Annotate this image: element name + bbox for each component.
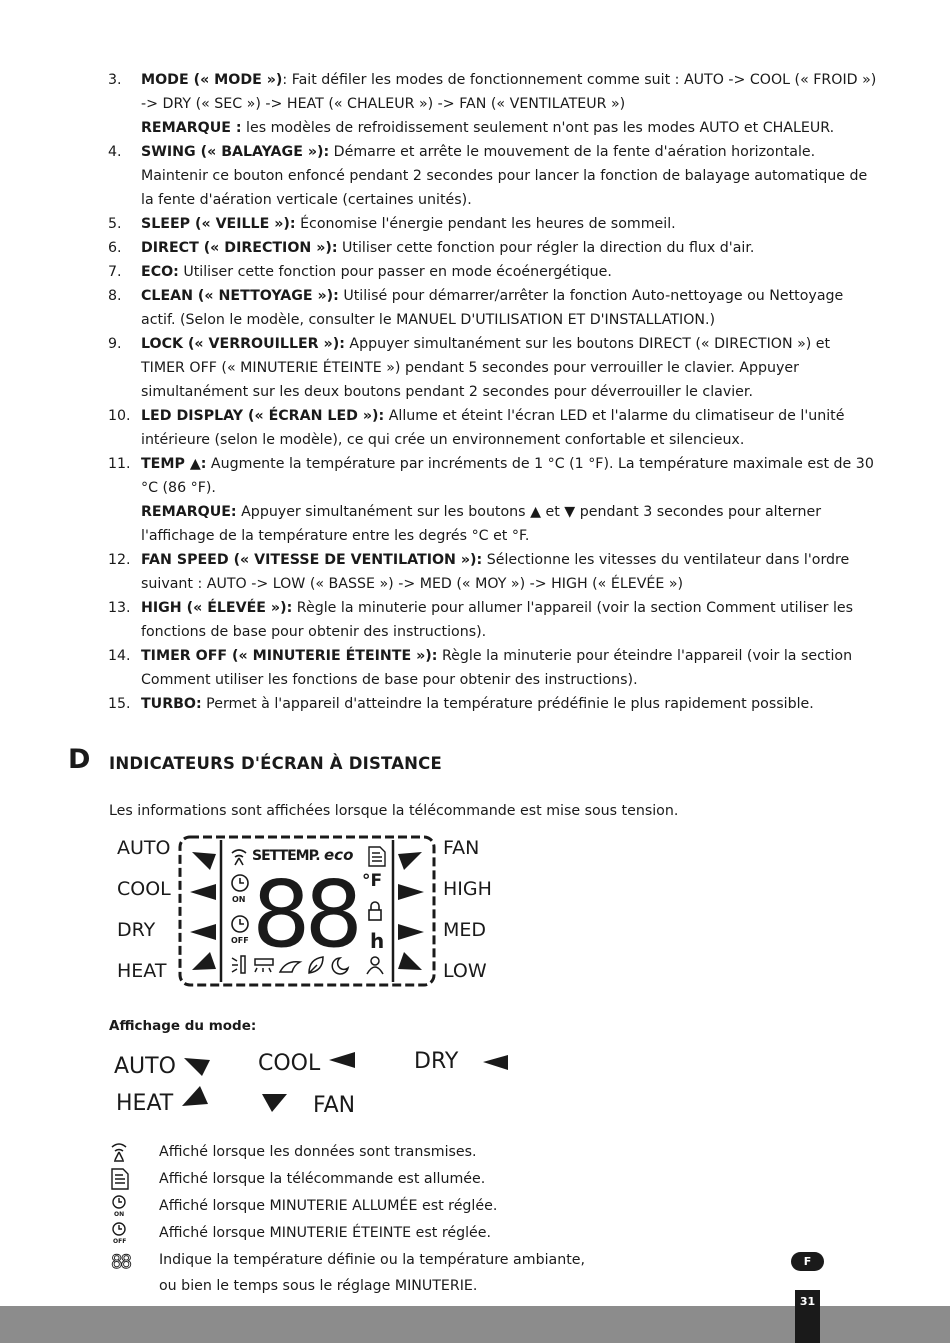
timer-off-icon (232, 916, 248, 932)
legend-row (108, 1219, 628, 1246)
legend-text: Affiché lorsque la télécommande est allumée. (159, 1170, 486, 1187)
timer-off-icon (108, 1221, 159, 1245)
mode-arrow-fan (262, 1094, 287, 1112)
list-item (108, 284, 878, 332)
item-note: Appuyer simultanément sur les boutons ▲ et ▼ pendant 3 secondes pour alterner l'affichage de la température entre les degrés °C et °F. (141, 504, 822, 544)
lcd-arrow-fan (398, 852, 422, 870)
page-number: 31 (795, 1290, 820, 1343)
list-item (108, 404, 878, 452)
lcd-speed-med: MED (443, 919, 487, 941)
remote-on-icon (369, 847, 385, 866)
mode-label-heat: HEAT (116, 1091, 174, 1116)
lcd-hour-label: h (370, 929, 385, 953)
timer-on-icon (108, 1194, 159, 1218)
legend-text: Affiché lorsque MINUTERIE ÉTEINTE est réglée. (159, 1224, 491, 1241)
item-note: les modèles de refroidissement seulement n'ont pas les modes AUTO et CHALEUR. (241, 120, 835, 136)
list-item (108, 644, 878, 692)
lock-icon (369, 902, 381, 920)
lcd-speed-low: LOW (443, 960, 487, 982)
item-note-label: REMARQUE : (141, 120, 242, 136)
lcd-arrow-dry (190, 924, 216, 940)
section-title: INDICATEURS D'ÉCRAN À DISTANCE (109, 754, 442, 773)
mode-arrow-cool (329, 1052, 355, 1068)
item-text: : Fait défiler les modes de fonctionnement comme suit : AUTO -> COOL (« FROID ») -> DRY (« SEC ») -> HEAT (« CHALEUR ») -> FAN (« VENTILATEUR ») (141, 72, 877, 112)
item-text: Démarre et arrête le mouvement de la fente d'aération horizontale. Maintenir ce bouton enfoncé pendant 2 secondes pour lancer la fonction de balayage automatique de la fente d'aération verticale (certaines unités). (141, 144, 868, 208)
list-item (108, 260, 878, 284)
lcd-arrow-heat (192, 952, 216, 970)
mode-label-fan: FAN (313, 1093, 356, 1118)
lcd-arrow-med (398, 924, 424, 940)
item-note-label: REMARQUE: (141, 504, 237, 520)
item-label: SWING (« BALAYAGE »): (141, 144, 330, 160)
item-number: 14. (108, 648, 131, 664)
legend-off-label: OFF (113, 1237, 127, 1245)
item-number: 5. (108, 216, 122, 232)
swing-icon (232, 956, 245, 973)
item-text: Augmente la température par incréments de 1 °C (1 °F). La température maximale est de 30 °C (86 °F). (141, 456, 874, 496)
lcd-arrow-high (398, 884, 424, 900)
item-label: TIMER OFF (« MINUTERIE ÉTEINTE »): (141, 648, 438, 664)
list-item (108, 140, 878, 212)
list-item (108, 548, 878, 596)
lcd-arrow-auto (192, 852, 216, 870)
mode-label-cool: COOL (258, 1051, 321, 1076)
legend-row (108, 1192, 628, 1219)
item-label: TURBO: (141, 696, 202, 712)
list-item (108, 332, 878, 404)
legend-text: Indique la température définie ou la température ambiante, (159, 1251, 585, 1268)
item-number: 9. (108, 336, 122, 352)
lcd-speed-fan: FAN (443, 837, 480, 859)
list-item (108, 692, 878, 716)
mode-label-auto: AUTO (114, 1054, 176, 1079)
mode-arrow-heat (182, 1086, 208, 1106)
mode-arrow-dry (483, 1055, 508, 1070)
legend-text: Affiché lorsque les données sont transmises. (159, 1143, 477, 1160)
list-item (108, 452, 878, 548)
item-text: Règle la minuterie pour allumer l'appareil (voir la section Comment utiliser les fonctions de base pour obtenir des instructions). (141, 600, 854, 640)
item-text: Allume et éteint l'écran LED et l'alarme du climatiseur de l'unité intérieure (selon le modèle), ce qui crée un environnement confortable et silencieux. (141, 408, 845, 448)
item-number: 11. (108, 456, 131, 472)
item-number: 15. (108, 696, 131, 712)
item-number: 7. (108, 264, 122, 280)
mode-arrow-auto (184, 1058, 210, 1076)
item-text: Économise l'énergie pendant les heures de sommeil. (295, 216, 676, 232)
item-label: CLEAN (« NETTOYAGE »): (141, 288, 339, 304)
item-number: 6. (108, 240, 122, 256)
item-number: 13. (108, 600, 131, 616)
legend-row (108, 1165, 628, 1192)
person-icon (367, 957, 383, 974)
lcd-settemp-label: SETTEMP. (252, 848, 320, 864)
lcd-on-label: ON (232, 895, 246, 904)
lcd-mode-auto: AUTO (117, 837, 171, 859)
mode-label-dry: DRY (414, 1049, 459, 1074)
lcd-mode-cool: COOL (117, 878, 171, 900)
lcd-big-digits: 88 (252, 861, 358, 968)
lcd-off-label: OFF (231, 936, 249, 945)
item-label: HIGH (« ÉLEVÉE »): (141, 600, 293, 616)
timer-on-icon (232, 875, 248, 891)
lcd-mode-dry: DRY (117, 919, 156, 941)
item-label: LED DISPLAY (« ÉCRAN LED »): (141, 408, 385, 424)
language-badge: F (791, 1252, 824, 1271)
digits-icon (108, 1248, 159, 1272)
item-text: Utilisé pour démarrer/arrêter la fonction Auto-nettoyage ou Nettoyage actif. (Selon le modèle, consulter le MANUEL D'UTILISATION ET D'INSTALLATION.) (141, 288, 844, 328)
item-label: LOCK (« VERROUILLER »): (141, 336, 345, 352)
section-intro: Les informations sont affichées lorsque la télécommande est mise sous tension. (109, 803, 679, 819)
list-item (108, 68, 878, 140)
icon-legend (108, 1138, 628, 1300)
item-label: TEMP ▲: (141, 456, 207, 472)
legend-row (108, 1246, 628, 1273)
lcd-arrow-cool (190, 884, 216, 900)
item-text: Utiliser cette fonction pour passer en mode écoénergétique. (178, 264, 612, 280)
transmit-icon (232, 850, 246, 865)
lcd-speed-high: HIGH (443, 878, 492, 900)
item-text: Règle la minuterie pour éteindre l'appareil (voir la section Comment utiliser les fonctions de base pour obtenir des instructions). (141, 648, 853, 688)
legend-text-continued: ou bien le temps sous le réglage MINUTERIE. (159, 1278, 478, 1294)
lcd-eco-label: eco (324, 846, 354, 864)
list-item (108, 596, 878, 644)
item-number: 3. (108, 72, 122, 88)
lcd-arrow-low (398, 952, 422, 970)
item-label: SLEEP (« VEILLE »): (141, 216, 296, 232)
lcd-unit-label: °F (362, 871, 383, 891)
button-description-list (108, 68, 878, 716)
item-number: 4. (108, 144, 122, 160)
item-text: Permet à l'appareil d'atteindre la température prédéfinie le plus rapidement possible. (201, 696, 814, 712)
transmit-icon (108, 1140, 159, 1164)
item-label: ECO: (141, 264, 179, 280)
legend-text: Affiché lorsque MINUTERIE ALLUMÉE est réglée. (159, 1197, 498, 1214)
item-label: FAN SPEED (« VITESSE DE VENTILATION »): (141, 552, 483, 568)
item-number: 12. (108, 552, 131, 568)
item-number: 8. (108, 288, 122, 304)
lcd-display-diagram (112, 832, 492, 990)
legend-digits: 88 (111, 1250, 130, 1272)
legend-on-label: ON (114, 1210, 125, 1218)
legend-row (108, 1138, 628, 1165)
lcd-mode-heat: HEAT (117, 960, 167, 982)
item-text: Sélectionne les vitesses du ventilateur dans l'ordre suivant : AUTO -> LOW (« BASSE ») -> MED (« MOY ») -> HIGH (« ÉLEVÉE ») (141, 552, 850, 592)
list-item (108, 236, 878, 260)
item-label: MODE (« MODE ») (141, 72, 283, 88)
item-label: DIRECT (« DIRECTION »): (141, 240, 338, 256)
list-item (108, 212, 878, 236)
item-number: 10. (108, 408, 131, 424)
item-text: Utiliser cette fonction pour régler la direction du flux d'air. (337, 240, 755, 256)
mode-display-title: Affichage du mode: (109, 1018, 257, 1034)
remote-on-icon (108, 1167, 159, 1191)
section-letter: D (68, 744, 91, 775)
mode-display-diagram (110, 1040, 530, 1120)
item-text: Appuyer simultanément sur les boutons DIRECT (« DIRECTION ») et TIMER OFF (« MINUTERIE ÉTEINTE ») pendant 5 secondes pour verrouiller le clavier. Appuyer simultanément sur les deux boutons pendant 2 secondes pour déverrouiller le clavier. (141, 336, 831, 400)
